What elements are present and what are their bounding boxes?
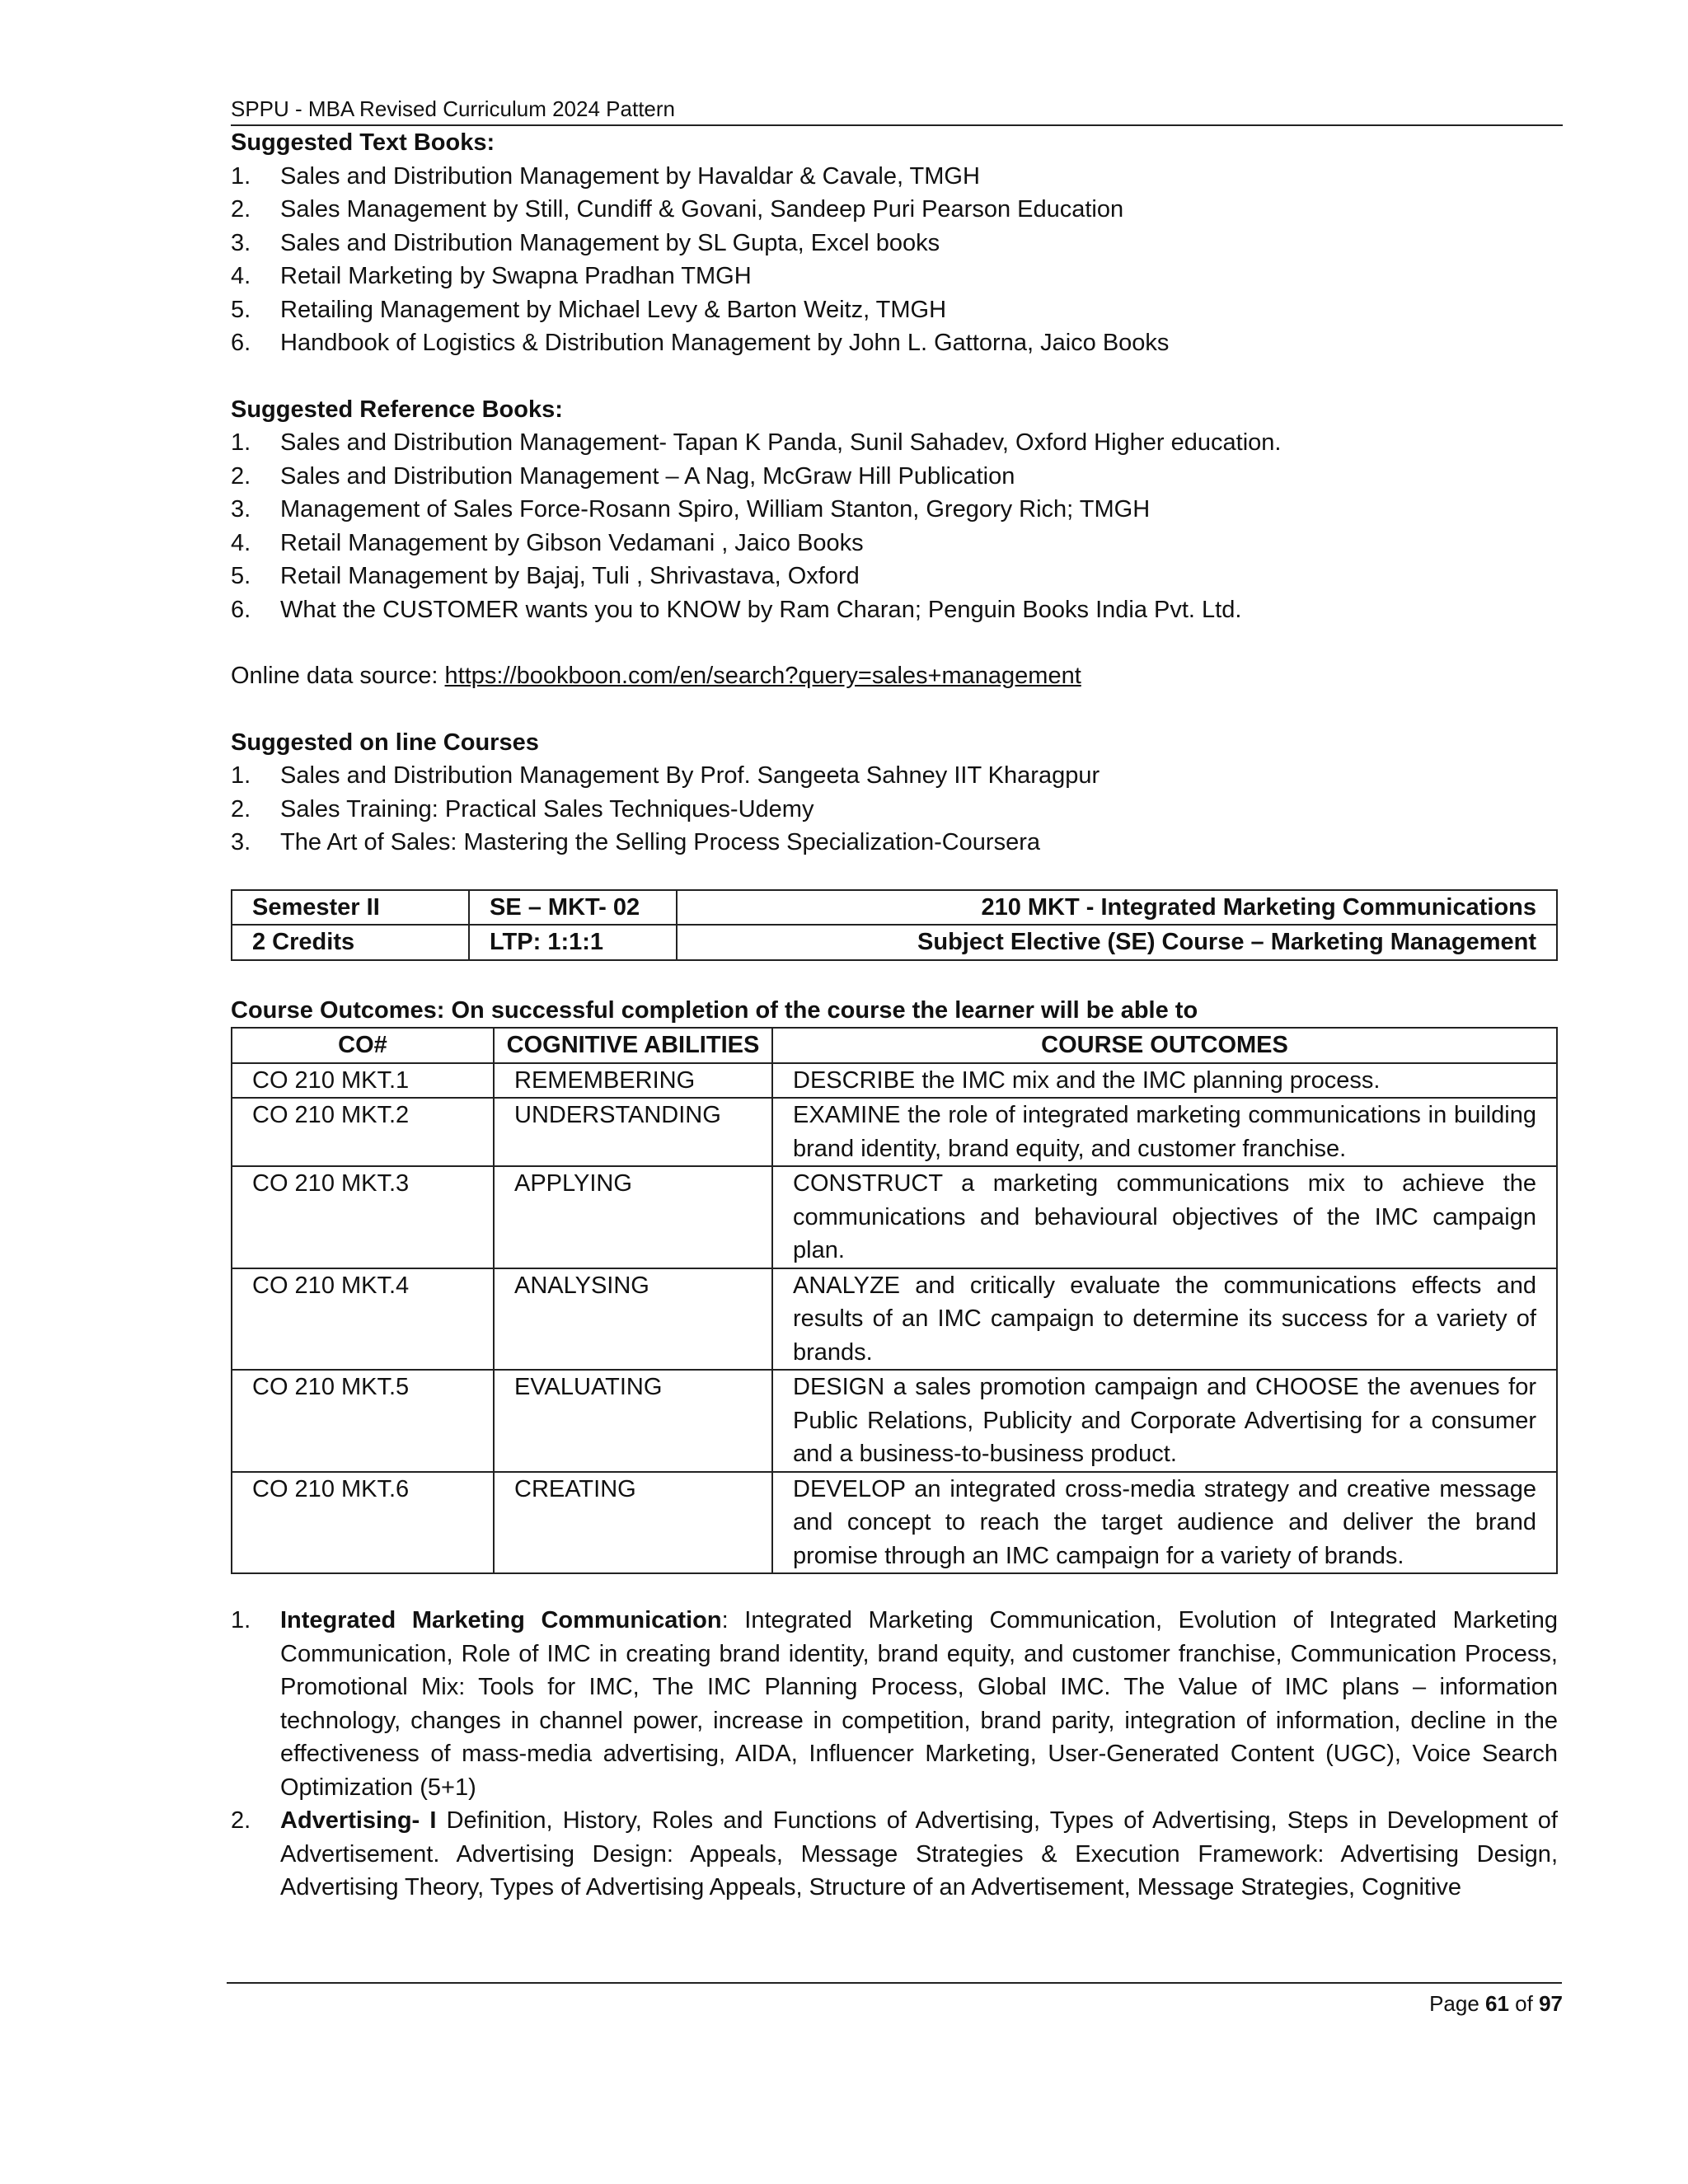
co-ability: UNDERSTANDING [494, 1098, 772, 1166]
page-number: Page 61 of 97 [1429, 1991, 1563, 2016]
list-item: 6. Handbook of Logistics & Distribution Management by John L. Gattorna, Jaico Books [231, 330, 1170, 356]
unit-title: Integrated Marketing Communication [280, 1607, 722, 1633]
list-item: 3. The Art of Sales: Mastering the Selling Process Specialization-Coursera [231, 829, 1040, 855]
course-code-cell: SE – MKT- 02 [469, 890, 677, 926]
list-item: 4. Retail Management by Gibson Vedamani , Jaico Books [231, 529, 864, 556]
co-code: CO 210 MKT.4 [232, 1268, 494, 1371]
text-books-list [231, 160, 1563, 360]
table-row [232, 1063, 1557, 1099]
unit-text: Definition, History, Roles and Functions of Advertising, Types of Advertising, Steps in Development of Advertisement. Advertising Design: Appeals, Message Strategies & Execution Framework: Advertising Design, Advertising Theory, Types of Advertising Appeals, Structure of an Advertisement, Message Strategies, Cognitive [280, 1807, 1558, 1900]
online-source-label: Online data source: [231, 663, 445, 689]
table-row [232, 1268, 1557, 1371]
unit-text: : Integrated Marketing Communication, Evolution of Integrated Marketing Communication, Role of IMC in creating brand identity, brand equity, and customer franchise, Communication Process, Promotional Mix: Tools for IMC, The IMC Planning Process, Global IMC. The Value of IMC plans – information technology, changes in channel power, increase in competition, brand parity, integration of information, decline in the effectiveness of mass-media advertising, AIDA, Influencer Marketing, User-Generated Content (UGC), Voice Search Optimization (5+1) [280, 1607, 1558, 1801]
current-page: 61 [1485, 1991, 1509, 2016]
syllabus-unit: 2. Advertising- I Definition, History, Roles and Functions of Advertising, Types of Advertising, Steps in Development of Advertisement. Advertising Design: Appeals, Message Strategies & Execution Framework: Advertising Design, Advertising Theory, Types of Advertising Appeals, Structure of an Advertisement, Message Strategies, Cognitive [231, 1807, 1558, 1900]
table-row [232, 1166, 1557, 1268]
list-item: 4. Retail Marketing by Swapna Pradhan TMGH [231, 263, 752, 289]
table-row [232, 1098, 1557, 1166]
table-header-row [232, 1028, 1557, 1063]
column-header-outcome: COURSE OUTCOMES [772, 1028, 1557, 1063]
co-outcome: DESCRIBE the IMC mix and the IMC planning process. [772, 1063, 1557, 1099]
co-code: CO 210 MKT.3 [232, 1166, 494, 1268]
syllabus-list [231, 1604, 1563, 1905]
co-outcome: CONSTRUCT a marketing communications mix to achieve the communications and behavioural objectives of the IMC campaign plan. [772, 1166, 1557, 1268]
total-pages: 97 [1539, 1991, 1563, 2016]
credits-cell: 2 Credits [232, 925, 469, 960]
co-outcome: ANALYZE and critically evaluate the communications effects and results of an IMC campaign to determine its success for a variety of brands. [772, 1268, 1557, 1371]
list-item: 3. Management of Sales Force-Rosann Spiro, William Stanton, Gregory Rich; TMGH [231, 496, 1151, 523]
co-ability: REMEMBERING [494, 1063, 772, 1099]
online-source-line [231, 659, 1563, 693]
list-item: 2. Sales Training: Practical Sales Techniques-Udemy [231, 795, 814, 823]
unit-title: Advertising- I [280, 1807, 437, 1834]
footer-divider [227, 1982, 1562, 1984]
list-item: 2. Sales Management by Still, Cundiff & Govani, Sandeep Puri Pearson Education [231, 196, 1124, 223]
online-source-link[interactable]: https://bookboon.com/en/search?query=sales+management [444, 663, 1081, 689]
syllabus-unit: 1. Integrated Marketing Communication: Integrated Marketing Communication, Evolution of Integrated Marketing Communication, Role of IMC in creating brand identity, brand equity, and customer franchise, Communication Process, Promotional Mix: Tools for IMC, The IMC Planning Process, Global IMC. The Value of IMC plans – information technology, changes in channel power, increase in competition, brand parity, integration of information, decline in the effectiveness of mass-media advertising, AIDA, Influencer Marketing, User-Generated Content (UGC), Voice Search Optimization (5+1) [231, 1607, 1558, 1801]
list-item: 5. Retailing Management by Michael Levy & Barton Weitz, TMGH [231, 296, 947, 323]
list-item: 1. Sales and Distribution Management By Prof. Sangeeta Sahney IIT Kharagpur [231, 762, 1100, 789]
co-ability: ANALYSING [494, 1268, 772, 1371]
co-outcome: DEVELOP an integrated cross-media strategy and creative message and concept to reach the target audience and deliver the brand promise through an IMC campaign for a variety of brands. [772, 1472, 1557, 1574]
list-item: 3. Sales and Distribution Management by SL Gupta, Excel books [231, 229, 940, 256]
list-item: 2. Sales and Distribution Management – A Nag, McGraw Hill Publication [231, 462, 1015, 490]
table-row [232, 1370, 1557, 1472]
co-ability: APPLYING [494, 1166, 772, 1268]
column-header-ability: COGNITIVE ABILITIES [494, 1028, 772, 1063]
co-ability: CREATING [494, 1472, 772, 1574]
course-info-table [231, 889, 1558, 961]
course-outcomes-table [231, 1027, 1558, 1574]
table-row [232, 890, 1557, 926]
list-item: 6. What the CUSTOMER wants you to KNOW by Ram Charan; Penguin Books India Pvt. Ltd. [231, 596, 1242, 623]
semester-cell: Semester II [232, 890, 469, 926]
running-header: SPPU - MBA Revised Curriculum 2024 Pattern [231, 95, 1563, 126]
list-item: 5. Retail Management by Bajaj, Tuli , Shrivastava, Oxford [231, 563, 860, 589]
co-outcome: DESIGN a sales promotion campaign and CHOOSE the avenues for Public Relations, Publicity and Corporate Advertising for a consumer and a business-to-business product. [772, 1370, 1557, 1472]
outcomes-heading: Course Outcomes: On successful completion of the course the learner will be able to [231, 996, 1198, 1024]
online-courses-heading: Suggested on line Courses [231, 729, 539, 756]
co-ability: EVALUATING [494, 1370, 772, 1472]
course-title-cell: 210 MKT - Integrated Marketing Communications [677, 890, 1557, 926]
co-code: CO 210 MKT.2 [232, 1098, 494, 1166]
co-code: CO 210 MKT.1 [232, 1063, 494, 1099]
reference-books-list [231, 426, 1563, 626]
co-code: CO 210 MKT.6 [232, 1472, 494, 1574]
column-header-co: CO# [232, 1028, 494, 1063]
course-type-cell: Subject Elective (SE) Course – Marketing Management [677, 925, 1557, 960]
document-page [231, 95, 1563, 1905]
ltp-cell: LTP: 1:1:1 [469, 925, 677, 960]
table-row [232, 1472, 1557, 1574]
co-code: CO 210 MKT.5 [232, 1370, 494, 1472]
online-courses-list [231, 759, 1563, 860]
list-item: 1. Sales and Distribution Management- Tapan K Panda, Sunil Sahadev, Oxford Higher education. [231, 429, 1282, 456]
text-books-heading: Suggested Text Books: [231, 129, 495, 156]
reference-books-heading: Suggested Reference Books: [231, 396, 563, 423]
list-item: 1. Sales and Distribution Management by Havaldar & Cavale, TMGH [231, 162, 980, 190]
table-row [232, 925, 1557, 960]
co-outcome: EXAMINE the role of integrated marketing communications in building brand identity, brand equity, and customer franchise. [772, 1098, 1557, 1166]
